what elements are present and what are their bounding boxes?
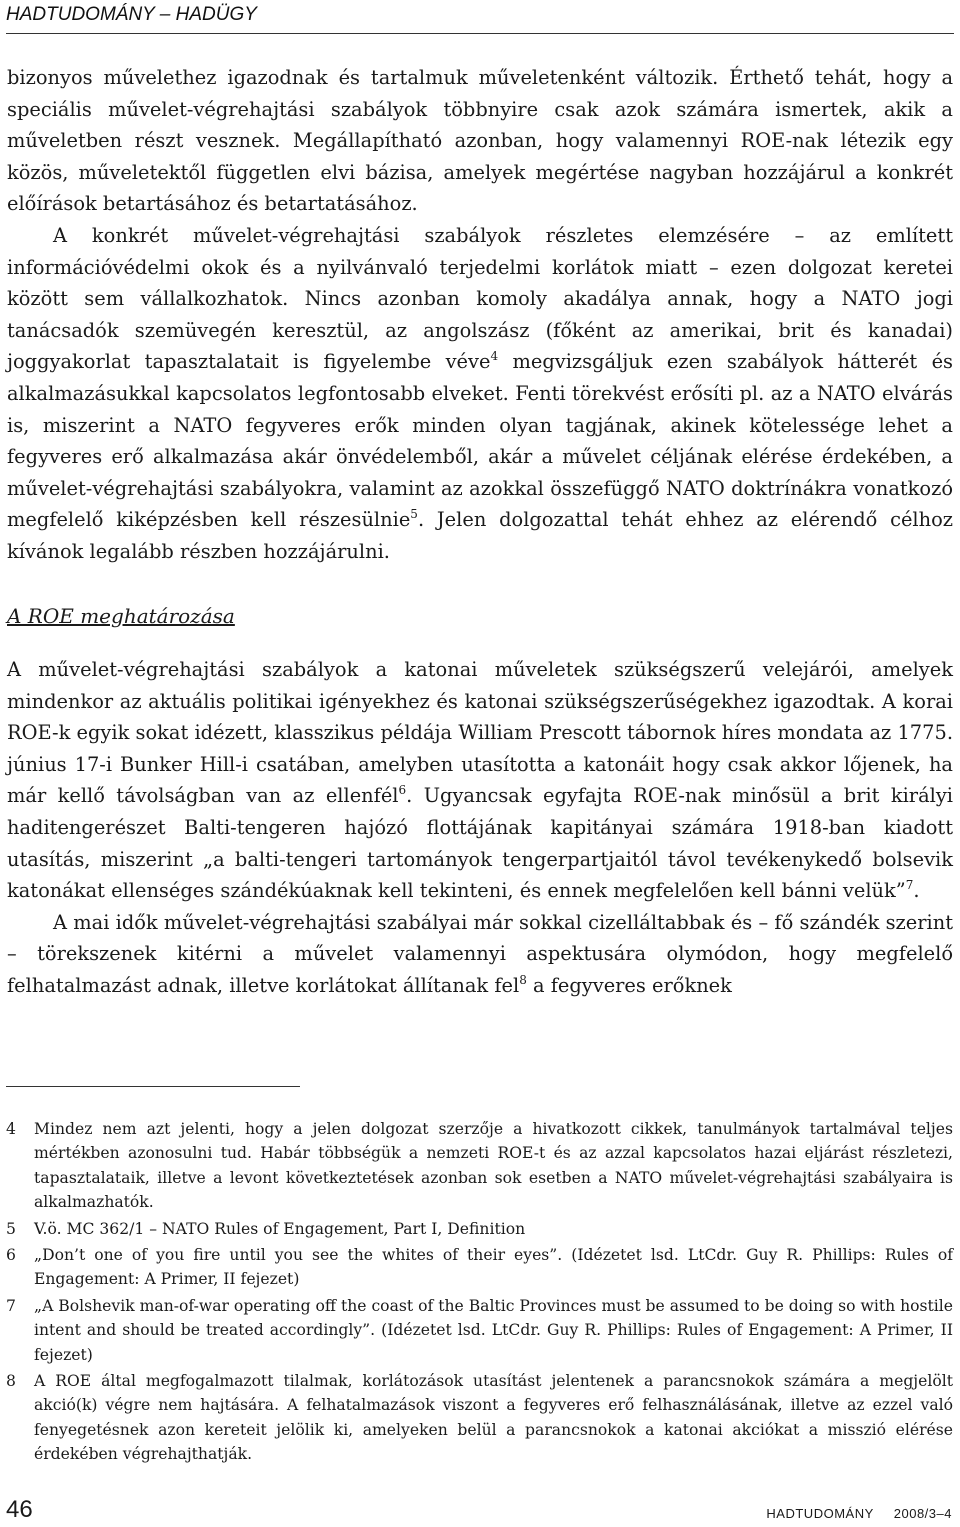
footnote-text: A ROE által megfogalmazott tilalmak, korlátozások utasítást jelentenek a parancsnokok számára a megjelölt akció(k) végre nem hajtására. A felhatalmazások viszont a fegyveres erő felhasználásának, illetve az ezzel való fenyegetésnek azon kereteit jelölik ki, amelyeken belül a parancsnokok a katonai akciókat a misszió elérése érdekében végrehajthatják. [34, 1372, 953, 1464]
paragraph-1-text: bizonyos művelethez igazodnak és tartalmuk műveletenként változik. Érthető tehát, hogy a speciális művelet-végrehajtási szabályok többnyire csak azok számára ismertek, akik a műveletben részt vesznek. Megállapítható azonban, hogy valamennyi ROE-nak létezik egy közös, műveletektől független elvi bázisa, amelyek megértése nagyban hozzájárul a konkrét előírások betartásához és betartatásához. [7, 66, 953, 216]
footnote-number: 8 [6, 1372, 16, 1391]
footnote-ref-4[interactable]: 4 [490, 349, 499, 364]
footnote [6, 1117, 953, 1215]
journal-issue: 2008/3–4 [893, 1506, 952, 1521]
journal-footer [766, 1506, 952, 1521]
footnote [6, 1217, 953, 1241]
section-heading: A ROE meghatározása [7, 604, 235, 628]
header-rule [6, 33, 954, 34]
journal-name: HADTUDOMÁNY [766, 1506, 874, 1521]
footnote-text: „Don’t one of you fire until you see the whites of their eyes”. (Idézetet lsd. LtCdr. Guy R. Phillips: Rules of Engagement: A Primer, II fejezet) [34, 1246, 953, 1289]
paragraph-3 [7, 654, 953, 907]
paragraph-3-text-a: A művelet-végrehajtási szabályok a katonai műveletek szükségszerű velejárói, amelyek mindenkor az aktuális politikai igényekhez és katonai szükségszerűségekhez igazodtak. A korai ROE-k egyik sokat idézett, klasszikus példája William Prescott tábornok híres mondata az 1775. június 17-i Bunker Hill-i csatában, amelyben utasította a katonáit hogy csak akkor lőjenek, ha már kellő távolságban van az ellenfél [7, 658, 953, 808]
paragraph-4-text-a: A mai idők művelet-végrehajtási szabályai már sokkal cizelláltabbak és – fő szándék szerint – törekszenek kitérni a művelet valamennyi aspektusára olymódon, hogy megfelelő felhatalmazást adnak, illetve korlátokat állítanak fel [7, 910, 953, 997]
footnote-ref-5[interactable]: 5 [410, 507, 418, 522]
paragraph-1 [7, 62, 953, 220]
paragraph-2-text-c: . Jelen dolgozattal tehát ehhez az elérendő célhoz kívánok legalább részben hozzájárulni. [7, 508, 953, 563]
paragraph-2-text-a: A konkrét művelet-végrehajtási szabályok részletes elemzésére – az említett információvédelmi okok és a nyilvánvaló terjedelmi korlátok miatt – ezen dolgozat keretei között sem vállalkozhatok. Nincs azonban komoly akadálya annak, hogy a NATO jogi tanácsadók szemüvegén keresztül, az angolszász (főként az amerikai, brit és kanadai) joggyakorlat tapasztalatait is figyelembe véve [7, 223, 953, 374]
footnote-ref-8[interactable]: 8 [519, 972, 527, 987]
footnote-number: 5 [6, 1219, 16, 1238]
footnote-ref-6[interactable]: 6 [398, 783, 407, 798]
paragraph-3-text-b: . Ugyancsak egyfajta ROE-nak minősül a brit királyi haditengerészet Balti-tengeren hajózó flottájának kapitányai számára 1918-ban kiadott utasítás, miszerint „a balti-tengeri tartományok tengerpartjaitól távol tevékenykedő bolsevik katonákat ellenséges szándékúaknak kell tekinteni, és ennek megfelelően kell bánni velük” [7, 784, 953, 903]
footnote-number: 7 [6, 1296, 16, 1315]
paragraph-2-text-b: megvizsgáljuk ezen szabályok hátterét és alkalmazásukkal kapcsolatos legfontosabb elveket. Fenti törekvést erősíti pl. az a NATO elvárás is, miszerint a NATO fegyveres erők minden olyan tagjának, akinek kötelessége lehet a fegyveres erő alkalmazása akár önvédelemből, akár a művelet céljának elérése érdekében, a művelet-végrehajtási szabályokra, valamint az azokkal összefüggő NATO doktrínákra vonatkozó megfelelő kiképzésben kell részesülnie [7, 350, 954, 532]
footnote-number: 6 [6, 1246, 16, 1265]
paragraph-4-text-b: a fegyveres erőknek [526, 973, 732, 997]
page-number: 46 [6, 1496, 33, 1523]
footnote-text: „A Bolshevik man-of-war operating off the coast of the Baltic Provinces must be assumed to be doing so with hostile intent and should be treated accordingly”. (Idézetet lsd. LtCdr. Guy R. Phillips: Rules of Engagement: A Primer, II fejezet) [34, 1296, 953, 1364]
footnotes [6, 1117, 953, 1467]
paragraph-3-text-c: . [913, 879, 920, 903]
body-text [7, 62, 953, 568]
paragraph-4 [7, 907, 953, 1002]
paragraph-2 [7, 220, 953, 568]
footnote [6, 1294, 953, 1367]
footnote [6, 1243, 953, 1292]
footnote-text: V.ö. MC 362/1 – NATO Rules of Engagement, Part I, Definition [34, 1219, 526, 1238]
running-title: HADTUDOMÁNY – HADÜGY [6, 4, 257, 25]
footnote-number: 4 [6, 1120, 16, 1138]
footnote-rule [6, 1086, 300, 1087]
section-body [7, 654, 953, 1002]
footnote-ref-7[interactable]: 7 [905, 878, 914, 893]
footnote-text: Mindez nem azt jelenti, hogy a jelen dolgozat szerzője a hivatkozott cikkek, tanulmányok tartalmával teljes mértékben azonosulni tud. Habár többségük a nemzeti ROE-t és az azzal kapcsolatos hazai eljárást részletezi, tapasztalataik, illetve a levont következtetések azonban sok esetben a NATO művelet-végrehajtási szabályaira is alkalmazhatók. [34, 1120, 953, 1212]
footnote [6, 1369, 953, 1467]
